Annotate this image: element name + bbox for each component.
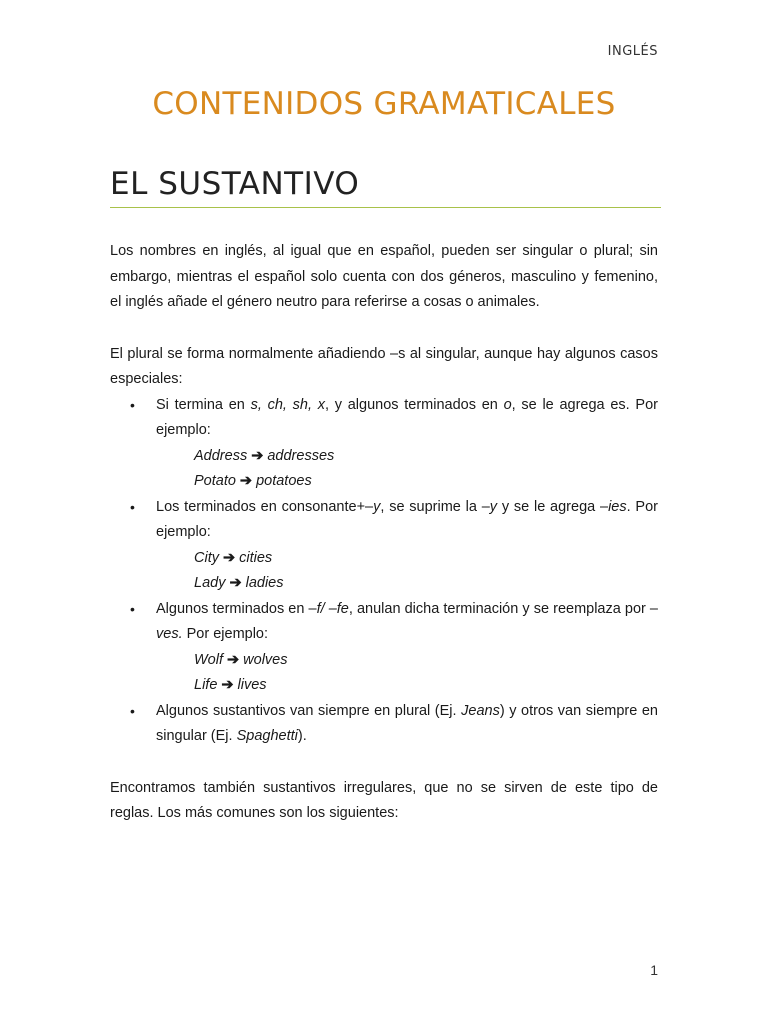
rule-emphasis: f/ –fe	[316, 600, 349, 617]
irregular-paragraph: Encontramos también sustantivos irregulares, que no se sirven de este tipo de reglas. Los más comunes son los siguientes:	[110, 779, 658, 821]
arrow-right-icon: ➔	[251, 447, 264, 464]
example-singular: Address	[194, 447, 248, 464]
paragraph-gap	[110, 316, 658, 342]
page-number: 1	[650, 962, 658, 978]
bullet-icon: •	[130, 702, 135, 719]
rules-list	[110, 393, 658, 750]
example-row	[110, 546, 658, 572]
rule-emphasis: ies	[608, 498, 627, 515]
example-row	[110, 571, 658, 597]
rule-text: y se le agrega –	[497, 498, 609, 515]
example-singular: Wolf	[194, 651, 223, 668]
list-item	[110, 393, 658, 444]
example-singular: Lady	[194, 575, 226, 591]
example-plural: cities	[239, 549, 273, 566]
arrow-right-icon: ➔	[227, 651, 240, 668]
section-title: EL SUSTANTIVO	[110, 166, 360, 202]
bullet-icon: •	[130, 396, 135, 413]
rule-emphasis: s, ch, sh, x	[250, 396, 325, 413]
rule-emphasis: y	[373, 498, 381, 515]
example-row	[110, 469, 658, 495]
plural-paragraph: El plural se forma normalmente añadiendo –s al singular, aunque hay algunos casos especiales:	[110, 345, 658, 387]
rule-text: , se le agrega es. Por ejemplo:	[156, 396, 658, 438]
rule-emphasis: y	[489, 498, 498, 515]
rule-text: ).	[297, 728, 307, 744]
rule-text: , anulan dicha terminación y se reemplaza por –	[348, 600, 659, 617]
rule-text: Si termina en	[156, 396, 251, 413]
document-body	[110, 239, 658, 827]
rule-text: . Por ejemplo:	[156, 498, 658, 540]
section-divider	[110, 207, 661, 208]
example-row	[110, 648, 658, 674]
list-item	[110, 699, 658, 750]
example-plural: addresses	[267, 447, 335, 464]
header-subject-label: INGLÉS	[607, 44, 658, 59]
list-item	[110, 597, 658, 648]
rule-emphasis: Jeans	[461, 702, 500, 719]
bullet-icon: •	[130, 600, 135, 617]
example-row	[110, 673, 658, 699]
rule-text: , se suprime la –	[380, 498, 490, 515]
example-plural: potatoes	[256, 473, 312, 489]
example-plural: lives	[237, 677, 267, 693]
rule-text: Algunos terminados en –	[156, 600, 317, 617]
list-item	[110, 495, 658, 546]
intro-paragraph: Los nombres en inglés, al igual que en español, pueden ser singular o plural; sin embargo, mientras el español solo cuenta con dos géneros, masculino y femenino, el inglés añade el género neutro para referirse a cosas o animales.	[110, 243, 658, 310]
rule-emphasis: ves.	[156, 626, 183, 642]
arrow-right-icon: ➔	[239, 473, 253, 489]
arrow-right-icon: ➔	[229, 575, 242, 591]
rule-text: , y algunos terminados en	[324, 396, 504, 413]
rule-emphasis: Spaghetti	[236, 728, 298, 744]
example-plural: wolves	[243, 651, 288, 668]
rule-text: Algunos sustantivos van siempre en plural (Ej.	[156, 702, 462, 719]
example-row	[110, 444, 658, 470]
arrow-right-icon: ➔	[222, 549, 236, 566]
rule-emphasis: o	[503, 396, 512, 413]
rule-text: ) y otros van siempre en singular (Ej.	[156, 702, 658, 744]
bullet-icon: •	[130, 498, 135, 515]
example-plural: ladies	[245, 575, 284, 591]
main-title: CONTENIDOS GRAMATICALES	[152, 86, 616, 122]
example-singular: Potato	[194, 473, 236, 489]
arrow-right-icon: ➔	[221, 677, 234, 693]
example-singular: City	[194, 549, 219, 566]
rule-text: Por ejemplo:	[182, 626, 269, 642]
example-singular: Life	[194, 677, 218, 693]
paragraph-gap	[110, 750, 658, 776]
rule-text: Los terminados en consonante+–	[156, 498, 374, 515]
